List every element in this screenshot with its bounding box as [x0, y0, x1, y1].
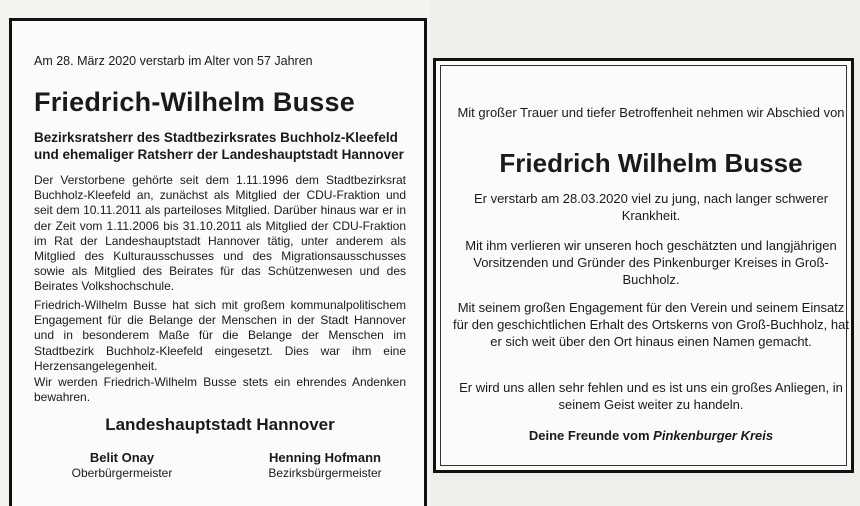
left-role — [34, 129, 406, 163]
left-obituary-notice — [9, 18, 427, 506]
left-deceased-name: Friedrich-Wilhelm Busse — [34, 87, 355, 117]
signatory-mayor — [52, 450, 192, 481]
right-deceased-name: Friedrich Wilhelm Busse — [499, 148, 803, 178]
right-obituary-notice — [433, 58, 854, 473]
right-death-lines: Er verstarb am 28.03.2020 viel zu jung, nach langer schwerer Krankheit. — [473, 191, 829, 223]
right-paragraph-miss: Er wird uns allen sehr fehlen und es ist uns ein großes Anliegen, in seinem Geist weiter zu handeln. — [459, 380, 843, 412]
left-role-line: Bezirksratsherr des Stadtbezirksrates Buchholz-Kleefeld — [34, 130, 398, 145]
signatory-name: Henning Hofmann — [269, 450, 381, 465]
right-paragraph-loss: Mit ihm verlieren wir unseren hoch geschätzten und langjährigen Vorsitzenden und Gründer des Pinkenburger Kreises in Groß-Buchholz. — [465, 238, 837, 287]
right-inner-frame — [440, 65, 847, 466]
right-paragraph-engagement: Mit seinem großen Engagement für den Verein und seinem Einsatz für den geschichtlichen Erhalt des Ortskerns von Groß-Buchholz, hat er sich weit über den Ort hinaus einen Namen gemacht. — [453, 300, 849, 349]
left-city-signature: Landeshauptstadt Hannover — [105, 415, 335, 434]
signatory-district-mayor — [240, 450, 410, 481]
signoff-organization: Pinkenburger Kreis — [653, 428, 774, 443]
left-paragraph-memory: Wir werden Friedrich-Wilhelm Busse stets ein ehrendes Andenken bewahren. — [34, 375, 406, 405]
signatory-title: Bezirksbürgermeister — [268, 466, 382, 480]
right-intro: Mit großer Trauer und tiefer Betroffenheit nehmen wir Abschied von — [457, 105, 845, 120]
left-intro: Am 28. März 2020 verstarb im Alter von 57 Jahren — [34, 54, 313, 68]
signoff-prefix: Deine Freunde vom — [528, 428, 650, 443]
right-signoff — [451, 427, 851, 444]
signatory-title: Oberbürgermeister — [71, 466, 173, 480]
left-role-line: und ehemaliger Ratsherr der Landeshauptstadt Hannover — [34, 147, 404, 162]
left-paragraph-career: Der Verstorbene gehörte seit dem 1.11.1996 dem Stadtbezirksrat Buchholz-Kleefeld an, zunächst als Mitglied der CDU-Fraktion und seit dem 10.11.2011 als parteiloses Mitglied. Darüber hinaus war er in der Zeit vom 1.11.2006 bis 31.10.2011 als Mitglied der CDU-Fraktion im Rat der Landeshauptstadt Hannover tätig, unter anderem als Mitglied des Kulturausschusses und des Migrationsausschusses sowie als Mitglied des Beirates für das Schützenwesen und des Beirates Volkshochschule. — [34, 173, 406, 294]
left-paragraph-engagement: Friedrich-Wilhelm Busse hat sich mit großem kommunalpolitischem Engagement für die Belange der Menschen in der Stadt Hannover und in besonderem Maße für die Belange der Menschen im Stadtbezirk Buchholz-Kleefeld eingesetzt. Dies war ihm eine Herzensangelegenheit. — [34, 298, 406, 373]
signatory-name: Belit Onay — [89, 450, 155, 465]
